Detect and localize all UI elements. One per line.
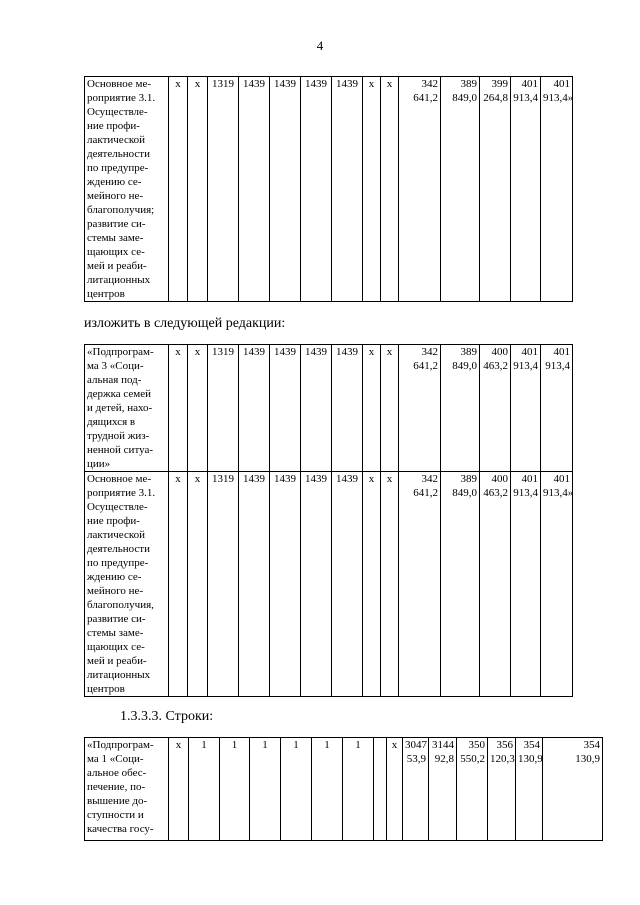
- table-cell: 401 913,4»: [541, 77, 573, 302]
- table-cell: 399 264,8: [480, 77, 511, 302]
- table-cell: 1439: [332, 77, 363, 302]
- table-cell: 1439: [270, 345, 301, 472]
- table-cell: х: [387, 738, 403, 841]
- table-new-edition: [84, 344, 573, 697]
- table-cell: х: [169, 738, 189, 841]
- table-cell: 401 913,4: [511, 472, 541, 697]
- table-cell: х: [363, 345, 381, 472]
- row-name-cell: «Подпрограм- ма 1 «Соци- альное обес- печение, по- вышение до- ступности и качества госу-: [85, 738, 169, 841]
- table-cell: 1439: [270, 77, 301, 302]
- table-cell: х: [188, 77, 208, 302]
- table-cell: 1: [189, 738, 220, 841]
- table-cell: х: [363, 472, 381, 697]
- table-cell: 1439: [301, 77, 332, 302]
- table-cell: 1439: [301, 345, 332, 472]
- table-cell: х: [169, 472, 188, 697]
- instruction-text: изложить в следующей редакции:: [84, 316, 286, 331]
- table-cell: 342 641,2: [399, 77, 441, 302]
- table-row: [85, 345, 573, 472]
- table-cell: 3047 53,9: [403, 738, 429, 841]
- table-row: [85, 472, 573, 697]
- table-cell: 1: [343, 738, 374, 841]
- table-cell: х: [188, 472, 208, 697]
- table-cell: 401 913,4: [511, 345, 541, 472]
- table-row: [85, 77, 573, 302]
- table-cell: 1: [312, 738, 343, 841]
- table-cell: 342 641,2: [399, 472, 441, 697]
- table-cell: 401 913,4»: [541, 472, 573, 697]
- table-cell: 3144 92,8: [429, 738, 457, 841]
- table-cell: х: [381, 472, 399, 697]
- table-cell: х: [169, 345, 188, 472]
- table-cell: 1319: [208, 345, 239, 472]
- table-cell: 389 849,0: [441, 472, 480, 697]
- table-cell: х: [363, 77, 381, 302]
- table-cell: 1439: [270, 472, 301, 697]
- table-cell: 1: [250, 738, 281, 841]
- table-cell: 1439: [239, 77, 270, 302]
- table-cell: 1439: [332, 345, 363, 472]
- table-rows: [84, 737, 603, 841]
- table-cell: 400 463,2: [480, 472, 511, 697]
- table-cell: 1439: [332, 472, 363, 697]
- table-cell: 1439: [239, 345, 270, 472]
- table-cell: 389 849,0: [441, 77, 480, 302]
- table-cell: х: [188, 345, 208, 472]
- table-cell: 1439: [301, 472, 332, 697]
- table-cell: [374, 738, 387, 841]
- table-cell: 350 550,2: [457, 738, 488, 841]
- row-name-cell: «Подпрограм- ма 3 «Соци- альная под- держка семей и детей, нахо- дящихся в трудной жиз- ненной ситуа- ции»: [85, 345, 169, 472]
- table-cell: 1: [281, 738, 312, 841]
- table-cell: 389 849,0: [441, 345, 480, 472]
- section-heading: 1.3.3.3. Строки:: [120, 709, 214, 724]
- table-cell: 1: [220, 738, 250, 841]
- page-number: 4: [316, 38, 324, 53]
- table-cell: 1319: [208, 472, 239, 697]
- row-name-cell: Основное ме- роприятие 3.1. Осуществле- ние профи- лактической деятельности по предупре- ждению се- мейного не- благополучия; развитие си- стемы заме- щающих се- мей и реаби- литационных центров: [85, 77, 169, 302]
- table-cell: х: [169, 77, 188, 302]
- table-cell: 354 130,9: [516, 738, 543, 841]
- table-cell: 400 463,2: [480, 345, 511, 472]
- table-cell: 401 913,4: [541, 345, 573, 472]
- table-cell: х: [381, 77, 399, 302]
- table-cell: 1319: [208, 77, 239, 302]
- table-cell: 342 641,2: [399, 345, 441, 472]
- table-cell: 401 913,4: [511, 77, 541, 302]
- row-name-cell: Основное ме- роприятие 3.1. Осуществле- ние профи- лактической деятельности по предупре- ждению се- мейного не- благополучия, развитие си- стемы заме- щающих се- мей и реаби- литационных центров: [85, 472, 169, 697]
- table-cell: 1439: [239, 472, 270, 697]
- table-cell: 356 120,3: [488, 738, 516, 841]
- table-cell: х: [381, 345, 399, 472]
- table-cell: 354 130,9: [543, 738, 603, 841]
- table-old-edition: [84, 76, 573, 302]
- table-row: [85, 738, 603, 841]
